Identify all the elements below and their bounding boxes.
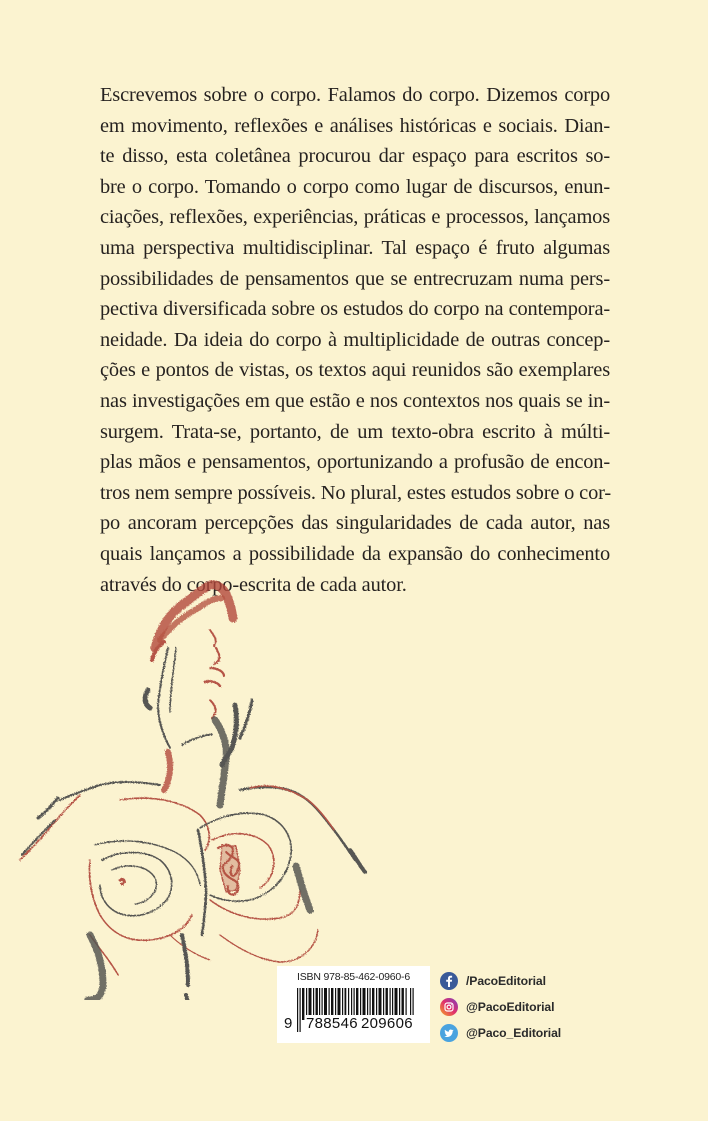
blurb-line: plas mãos e pensamentos, oportunizando a profusão de encon-: [100, 451, 610, 474]
torso-sketch-illustration: [0, 580, 420, 1000]
blurb-line: pectiva diversificada sobre os estudos do corpo na contempora-: [100, 298, 610, 321]
instagram-icon: [440, 998, 458, 1016]
barcode-digits: [277, 1015, 430, 1035]
blurb-line: neidade. Da ideia do corpo à multiplicidade de outras concep-: [100, 328, 610, 351]
blurb-line: te disso, esta coletânea procurou dar espaço para escritos so-: [100, 145, 610, 168]
blurb-line: surgem. Trata-se, portanto, de um texto-obra escrito à múlti-: [100, 420, 610, 443]
social-links: [440, 968, 640, 1046]
blurb-line: ciações, reflexões, experiências, práticas e processos, lançamos: [100, 206, 610, 229]
blurb-line: através do corpo-escrita de cada autor.: [100, 573, 407, 596]
blurb-line: tros nem sempre possíveis. No plural, estes estudos sobre o cor-: [100, 481, 611, 504]
social-link-twitter[interactable]: [440, 1020, 640, 1046]
barcode-digit-group-1: 788546: [306, 1015, 358, 1032]
twitter-handle: @Paco_Editorial: [466, 1026, 562, 1040]
blurb-line: quais lançamos a possibilidade da expansão do conhecimento: [100, 542, 610, 565]
barcode-digit-group-2: 209606: [361, 1015, 413, 1032]
isbn-barcode: [277, 966, 430, 1043]
barcode-digit-first: 9: [284, 1015, 293, 1032]
back-cover-blurb: [100, 80, 610, 600]
blurb-line: ções e pontos de vistas, os textos aqui reunidos são exemplares: [100, 359, 610, 382]
social-link-instagram[interactable]: [440, 994, 640, 1020]
blurb-line: po ancoram percepções das singularidades de cada autor, nas: [100, 512, 610, 535]
twitter-icon: [440, 1024, 458, 1042]
social-link-facebook[interactable]: [440, 968, 640, 994]
blurb-line: possibilidades de pensamentos que se entrecruzam numa pers-: [100, 267, 610, 290]
facebook-icon: [440, 972, 458, 990]
instagram-handle: @PacoEditorial: [466, 1000, 555, 1014]
facebook-handle: /PacoEditorial: [466, 974, 546, 988]
blurb-line: nas investigações em que estão e nos contextos nos quais se in-: [100, 389, 610, 412]
blurb-line: em movimento, reflexões e análises históricas e sociais. Dian-: [100, 114, 610, 137]
isbn-label: ISBN 978-85-462-0960-6: [297, 971, 410, 983]
blurb-line: uma perspectiva multidisciplinar. Tal espaço é fruto algumas: [100, 236, 610, 259]
blurb-line: Escrevemos sobre o corpo. Falamos do corpo. Dizemos corpo: [100, 84, 610, 106]
blurb-line: bre o corpo. Tomando o corpo como lugar de discursos, enun-: [100, 175, 610, 198]
